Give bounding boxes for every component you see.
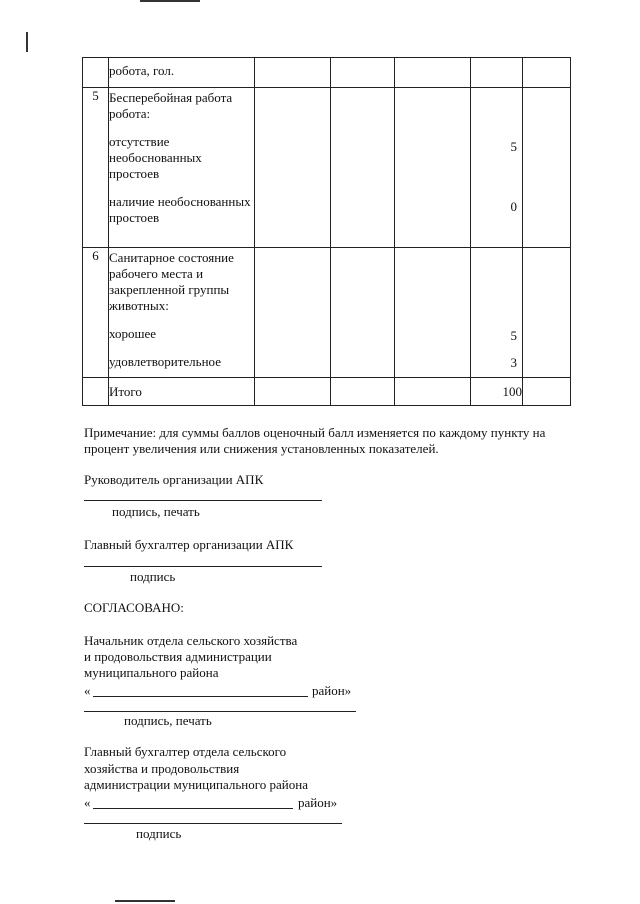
score-value: 5 — [510, 139, 517, 154]
score-value: 3 — [510, 355, 517, 370]
block3-line1: Начальник отдела сельского хозяйства — [84, 633, 298, 648]
option-label: отсутствие необоснованных простоев — [109, 134, 202, 181]
criterion-cell — [109, 248, 255, 378]
block4-quote-open: « — [84, 795, 91, 810]
block3-district-line[interactable] — [93, 696, 308, 697]
cell-empty — [331, 88, 395, 248]
table-row — [83, 58, 571, 88]
score-value: 0 — [510, 199, 517, 214]
block3-line2: и продовольствия администрации — [84, 649, 272, 664]
block4-quote-close: район» — [298, 795, 338, 810]
cell-empty — [255, 248, 331, 378]
cell-empty — [395, 58, 471, 88]
cell-empty — [395, 88, 471, 248]
cell-empty — [255, 378, 331, 406]
scan-mark-bottom — [115, 900, 175, 902]
criterion-cell — [109, 58, 255, 88]
cell-empty — [331, 378, 395, 406]
cell-empty — [83, 378, 109, 406]
cell-empty — [255, 88, 331, 248]
signature-2-caption: подпись — [130, 569, 176, 584]
criterion-text: робота, гол. — [109, 63, 175, 78]
cell-empty — [395, 378, 471, 406]
score-cell — [471, 248, 523, 378]
cell-empty — [523, 378, 571, 406]
signature-1-caption: подпись, печать — [112, 504, 200, 519]
signature-1-title: Руководитель организации АПК — [84, 472, 264, 487]
block3-line3: муниципального района — [84, 665, 219, 680]
cell-empty — [255, 58, 331, 88]
row-number: 6 — [83, 248, 109, 378]
criterion-title: Санитарное состояние рабочего места и закрепленной группы животных: — [109, 250, 234, 313]
cell-empty — [523, 248, 571, 378]
cell-empty — [523, 58, 571, 88]
block4-line2: хозяйства и продовольствия — [84, 761, 240, 776]
cell-num — [83, 58, 109, 88]
criterion-title: Бесперебойная работа робота: — [109, 90, 233, 121]
note-text: Примечание: для суммы баллов оценочный балл изменяется по каждому пункту на процент увеличения или снижения установленных показателей. — [84, 425, 546, 456]
cell-empty — [331, 58, 395, 88]
option-label: наличие необоснованных простоев — [109, 194, 251, 225]
total-label: Итого — [109, 378, 255, 406]
signature-2-title: Главный бухгалтер организации АПК — [84, 537, 294, 552]
block3-quote-close: район» — [312, 683, 352, 698]
block3-caption: подпись, печать — [124, 713, 212, 728]
cell-empty — [471, 58, 523, 88]
scan-mark-top — [140, 0, 200, 2]
score-value: 5 — [510, 328, 517, 343]
signature-2-line[interactable] — [84, 566, 322, 567]
option-label: удовлетворительное — [109, 354, 221, 369]
block4-district-line[interactable] — [93, 808, 293, 809]
block3-quote-open: « — [84, 683, 91, 698]
table-row-total — [83, 378, 571, 406]
option-label: хорошее — [109, 326, 157, 341]
cell-empty — [395, 248, 471, 378]
scan-mark-left — [26, 32, 28, 52]
evaluation-table — [82, 57, 571, 406]
total-score: 100 — [471, 378, 523, 406]
block4-line3: администрации муниципального района — [84, 777, 308, 792]
agreed-heading: СОГЛАСОВАНО: — [84, 600, 184, 615]
block4-caption: подпись — [136, 826, 182, 841]
table-row — [83, 88, 571, 248]
signature-1-line[interactable] — [84, 500, 322, 501]
criterion-cell — [109, 88, 255, 248]
cell-empty — [331, 248, 395, 378]
cell-empty — [523, 88, 571, 248]
block4-signature-line[interactable] — [84, 823, 342, 824]
score-cell — [471, 88, 523, 248]
block3-signature-line[interactable] — [84, 711, 356, 712]
block4-line1: Главный бухгалтер отдела сельского — [84, 744, 287, 759]
table-row — [83, 248, 571, 378]
row-number: 5 — [83, 88, 109, 248]
